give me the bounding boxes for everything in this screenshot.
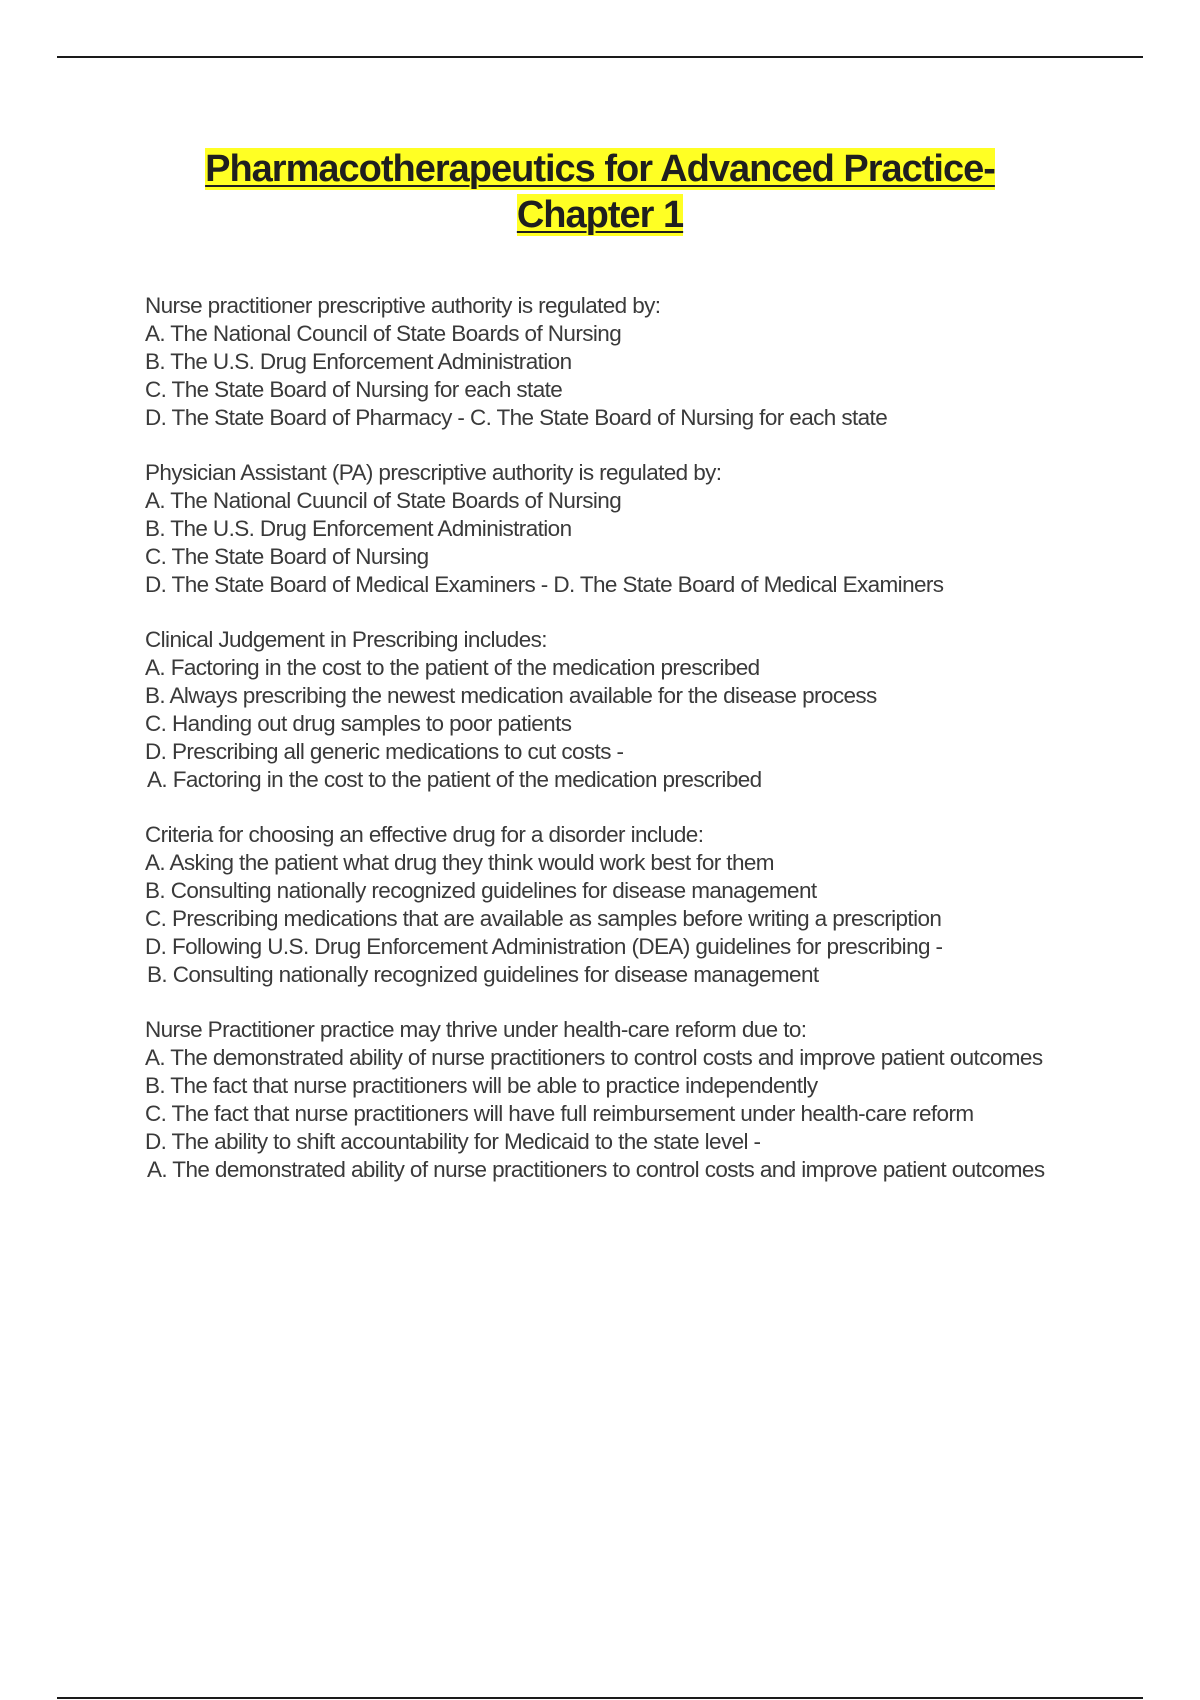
answer-option: A. The National Cuuncil of State Boards of Nursing [145,488,622,513]
answer-option: D. Following U.S. Drug Enforcement Administration (DEA) guidelines for prescribing - [145,934,943,959]
title-line-1: Pharmacotherapeutics for Advanced Practice- [205,148,995,190]
answer-option: C. The State Board of Nursing for each state [145,377,563,402]
answer-option: D. The State Board of Medical Examiners - D. The State Board of Medical Examiners [145,572,944,597]
answer-option: B. The fact that nurse practitioners will be able to practice independently [145,1073,818,1098]
answer-option: A. Factoring in the cost to the patient of the medication prescribed [145,655,760,680]
question-list [145,292,1105,1211]
answer-option: A. Asking the patient what drug they think would work best for them [145,850,774,875]
question-prompt: Nurse Practitioner practice may thrive under health-care reform due to: [145,1017,807,1042]
title-line-2: Chapter 1 [516,194,684,236]
question-prompt: Criteria for choosing an effective drug for a disorder include: [145,822,704,847]
correct-answer: B. Consulting nationally recognized guidelines for disease management [147,962,819,987]
header-rule [57,56,1143,58]
answer-option: C. Handing out drug samples to poor patients [145,711,572,736]
question-prompt: Physician Assistant (PA) prescriptive authority is regulated by: [145,460,722,485]
question-block [145,459,1105,599]
question-block [145,292,1105,432]
question-block [145,626,1105,794]
answer-option: B. The U.S. Drug Enforcement Administration [145,516,572,541]
answer-option: A. The National Council of State Boards of Nursing [145,321,622,346]
answer-option: D. Prescribing all generic medications to cut costs - [145,739,624,764]
answer-option: C. Prescribing medications that are available as samples before writing a prescription [145,906,942,931]
question-prompt: Nurse practitioner prescriptive authority is regulated by: [145,293,661,318]
answer-option: B. Consulting nationally recognized guidelines for disease management [145,878,817,903]
answer-option: B. The U.S. Drug Enforcement Administration [145,349,572,374]
answer-option: D. The ability to shift accountability for Medicaid to the state level - [145,1129,761,1154]
correct-answer: A. Factoring in the cost to the patient of the medication prescribed [147,767,762,792]
page-title [100,146,1100,238]
answer-option: A. The demonstrated ability of nurse practitioners to control costs and improve patient outcomes [145,1045,1043,1070]
answer-option: C. The fact that nurse practitioners will have full reimbursement under health-care reform [145,1101,974,1126]
question-block [145,821,1105,989]
footer-rule [57,1697,1143,1699]
answer-option: D. The State Board of Pharmacy - C. The State Board of Nursing for each state [145,405,888,430]
correct-answer: A. The demonstrated ability of nurse practitioners to control costs and improve patient outcomes [147,1157,1045,1182]
answer-option: B. Always prescribing the newest medication available for the disease process [145,683,877,708]
question-block [145,1016,1105,1184]
question-prompt: Clinical Judgement in Prescribing includes: [145,627,547,652]
answer-option: C. The State Board of Nursing [145,544,429,569]
